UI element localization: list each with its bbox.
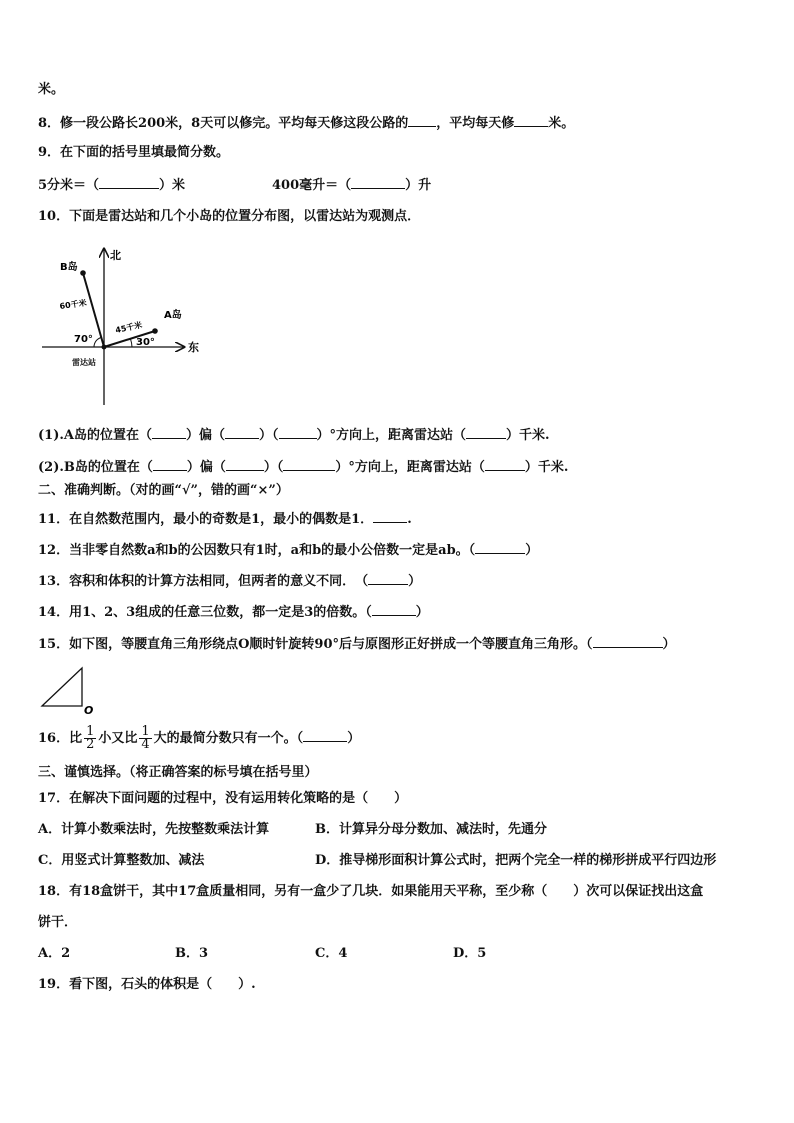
fraction-one-quarter xyxy=(139,726,151,751)
q11-blank[interactable] xyxy=(373,510,407,523)
q12-end: ） xyxy=(525,543,539,558)
line-continuation: 米。 xyxy=(38,82,65,97)
b-distance-label: 60千米 xyxy=(59,298,88,311)
q12-text: 12．当非零自然数a和b的公因数只有1时，a和b的最小公倍数一定是ab。（ xyxy=(38,543,476,558)
q16-text-c: 大的最简分数只有一个。（ xyxy=(153,731,304,746)
a-distance-label: 45千米 xyxy=(114,320,143,335)
q10-2-text-b: ）偏（ xyxy=(186,460,226,475)
q17-option-a[interactable]: A．计算小数乘法时，先按整数乘法计算 xyxy=(38,822,270,837)
radar-diagram xyxy=(38,243,208,408)
question-10: 10．下面是雷达站和几个小岛的位置分布图，以雷达站为观测点． xyxy=(38,209,421,224)
a-angle-label: 30° xyxy=(136,337,155,348)
q13-end: ） xyxy=(408,574,422,589)
question-12 xyxy=(38,541,538,559)
q10-1-blank-1[interactable] xyxy=(152,426,186,439)
q17-option-c[interactable]: C．用竖式计算整数加、减法 xyxy=(38,853,205,868)
q10-2-blank-3[interactable] xyxy=(283,458,335,471)
q13-text: 13．容积和体积的计算方法相同，但两者的意义不同． （ xyxy=(38,574,369,589)
question-14 xyxy=(38,603,429,621)
q17-option-d[interactable]: D．推导梯形面积计算公式时，把两个完全一样的梯形拼成平行四边形 xyxy=(315,853,717,868)
q9b-blank[interactable] xyxy=(351,176,405,189)
q10-2-text-d: ）°方向上，距离雷达站（ xyxy=(335,460,485,475)
q15-text: 15．如下图，等腰直角三角形绕点O顺时针旋转90°后与原图形正好拼成一个等腰直角三角形。（ xyxy=(38,637,593,652)
question-18: 18．有18盒饼干，其中17盒质量相同，另有一盒少了几块．如果能用天平称，至少称（ ）次可以保证找出这盒 xyxy=(38,884,704,899)
question-9: 9．在下面的括号里填最简分数。 xyxy=(38,145,230,160)
q10-1-blank-4[interactable] xyxy=(466,426,506,439)
fraction-1-num: 1 xyxy=(86,724,95,739)
q8-text: 8．修一段公路长200米，8天可以修完。平均每天修这段公路的 xyxy=(38,116,409,131)
q15-blank[interactable] xyxy=(593,635,663,648)
q11-end: . xyxy=(407,512,412,527)
q10-2-blank-1[interactable] xyxy=(153,458,187,471)
q14-blank[interactable] xyxy=(372,603,416,616)
q16-end: ） xyxy=(347,731,361,746)
q18-option-b[interactable]: B．3 xyxy=(175,946,209,961)
north-label: 北 xyxy=(110,249,121,262)
question-13 xyxy=(38,572,421,590)
section-3-heading: 三、谨慎选择。（将正确答案的标号填在括号里） xyxy=(38,765,318,780)
q8-blank-2[interactable] xyxy=(514,114,548,127)
q9b-unit: ）升 xyxy=(405,178,432,193)
q15-end: ） xyxy=(662,637,676,652)
q18-option-a[interactable]: A．2 xyxy=(38,946,71,961)
q9-item-b xyxy=(272,176,431,194)
q8-text-3: 米。 xyxy=(548,116,575,131)
a-island-label: A岛 xyxy=(164,310,182,321)
q10-1-blank-2[interactable] xyxy=(225,426,259,439)
q10-2-text: (2).B岛的位置在（ xyxy=(38,460,153,475)
angle-arc-b xyxy=(94,338,101,348)
question-18-cont: 饼干． xyxy=(38,915,78,930)
q9-item-a xyxy=(38,176,185,194)
q9a-text: 5分米＝（ xyxy=(38,178,100,193)
q14-end: ） xyxy=(415,605,429,620)
section-2-heading: 二、准确判断。（对的画“√”，错的画“×”） xyxy=(38,483,289,498)
q8-blank-1[interactable] xyxy=(408,114,436,127)
angle-arc-a xyxy=(131,339,133,347)
question-8 xyxy=(38,114,574,132)
question-16 xyxy=(38,722,360,756)
q10-1-blank-3[interactable] xyxy=(279,426,317,439)
q10-2-text-e: ）千米. xyxy=(524,460,569,475)
q10-1-text-e: ）千米. xyxy=(506,428,550,443)
q10-part-1 xyxy=(38,426,550,444)
triangle-figure xyxy=(38,664,100,716)
q10-part-2 xyxy=(38,458,568,476)
q14-text: 14．用1、2、3组成的任意三位数，都一定是3的倍数。（ xyxy=(38,605,372,620)
b-island-dot xyxy=(80,270,86,276)
point-o-label: O xyxy=(84,704,94,716)
question-17: 17．在解决下面问题的过程中，没有运用转化策略的是（ ） xyxy=(38,791,408,806)
east-label: 东 xyxy=(188,341,199,354)
q16-text-b: 小又比 xyxy=(98,731,138,746)
station-dot xyxy=(102,345,107,350)
q18-option-c[interactable]: C．4 xyxy=(315,946,348,961)
q10-2-text-c: ）（ xyxy=(263,460,284,475)
q9a-blank[interactable] xyxy=(99,176,159,189)
q10-1-text: (1).A岛的位置在（ xyxy=(38,428,152,443)
question-15 xyxy=(38,635,676,653)
q8-text-2: ，平均每天修 xyxy=(436,116,515,131)
q16-blank[interactable] xyxy=(303,729,347,742)
q12-blank[interactable] xyxy=(475,541,525,554)
q10-1-text-b: ）偏（ xyxy=(185,428,225,443)
q10-1-text-d: ）°方向上，距离雷达站（ xyxy=(316,428,467,443)
station-label: 雷达站 xyxy=(72,358,96,367)
a-island-dot xyxy=(152,328,158,334)
q17-option-b[interactable]: B．计算异分母分数加、减法时，先通分 xyxy=(315,822,547,837)
question-11 xyxy=(38,510,412,528)
q10-1-text-c: ）（ xyxy=(258,428,279,443)
q18-option-d[interactable]: D．5 xyxy=(453,946,487,961)
q10-2-blank-2[interactable] xyxy=(226,458,264,471)
b-angle-label: 70° xyxy=(74,334,93,345)
q9a-unit: ）米 xyxy=(159,178,186,193)
q16-text-a: 16．比 xyxy=(38,731,83,746)
fraction-2-den: 4 xyxy=(141,737,150,752)
q11-text: 11．在自然数范围内，最小的奇数是1，最小的偶数是1． xyxy=(38,512,374,527)
fraction-2-num: 1 xyxy=(141,724,150,739)
b-island-label: B岛 xyxy=(60,262,78,273)
q13-blank[interactable] xyxy=(368,572,408,585)
question-19: 19．看下图，石头的体积是（ ）. xyxy=(38,977,256,992)
fraction-one-half xyxy=(84,726,96,751)
q9b-text: 400毫升＝（ xyxy=(272,178,352,193)
fraction-1-den: 2 xyxy=(86,737,95,752)
q10-2-blank-4[interactable] xyxy=(485,458,525,471)
isosceles-right-triangle xyxy=(42,668,82,706)
